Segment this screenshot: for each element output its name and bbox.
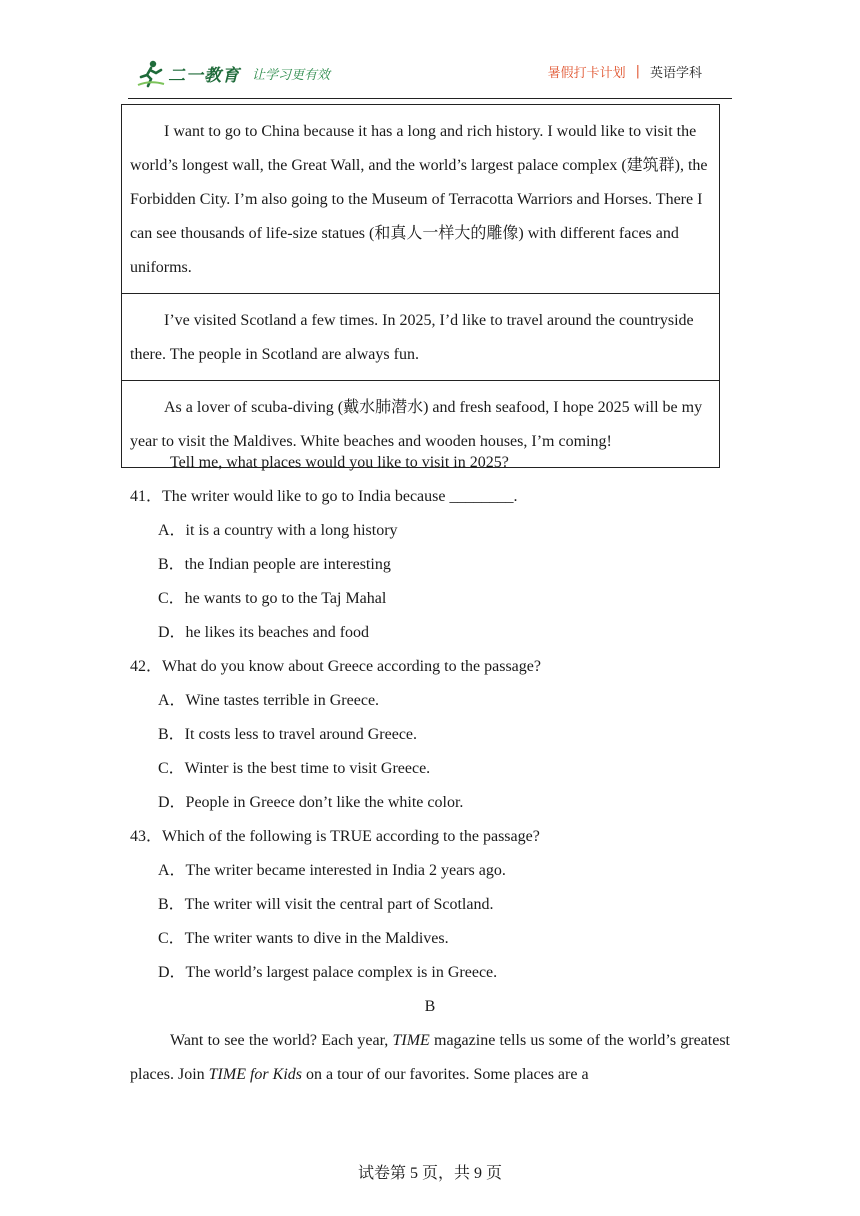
passage-box-china xyxy=(122,105,719,294)
plan-label: 暑假打卡计划 xyxy=(547,66,626,81)
option-a[interactable]: A．Wine tastes terrible in Greece. xyxy=(158,692,380,709)
closing-line: Tell me, what places would you like to visit in 2025? xyxy=(170,454,509,471)
runner-logo-icon xyxy=(136,58,166,88)
page-header xyxy=(128,56,732,99)
section-b-paragraph xyxy=(130,1024,730,1092)
question-stem: 41．The writer would like to go to India because ________. xyxy=(130,488,518,505)
page-footer: 试卷第 5 页，共 9 页 xyxy=(357,1165,502,1182)
main-content xyxy=(130,446,730,1092)
slogan: 让学习更有效 xyxy=(252,67,331,83)
option-c[interactable]: C．Winter is the best time to visit Greece. xyxy=(158,760,431,777)
para-text: magazine tells us some of the world’s greatest places. Join xyxy=(130,1032,730,1083)
option-b[interactable]: B．The writer will visit the central part of Scotland. xyxy=(158,896,494,913)
para-text: on a tour of our favorites. Some places are a xyxy=(302,1066,589,1083)
logo xyxy=(136,56,330,90)
option-a[interactable]: A．The writer became interested in India 2 years ago. xyxy=(158,862,506,879)
passage-text: As a lover of scuba-diving (戴水肺潜水) and fresh seafood, I hope 2025 will be my year to visit the Maldives. White beaches and wooden houses, I’m coming! xyxy=(130,399,703,450)
option-a[interactable]: A．it is a country with a long history xyxy=(158,522,398,539)
option-c[interactable]: C．he wants to go to the Taj Mahal xyxy=(158,590,387,607)
option-c[interactable]: C．The writer wants to dive in the Maldives. xyxy=(158,930,449,947)
logo-text: 二一教育 xyxy=(168,65,240,86)
header-right xyxy=(548,62,702,81)
para-text: Want to see the world? Each year, xyxy=(170,1032,393,1049)
magazine-name: TIME xyxy=(392,1032,430,1049)
option-b[interactable]: B．It costs less to travel around Greece. xyxy=(158,726,418,743)
passage-text: I want to go to China because it has a long and rich history. I would like to visit the world’s longest wall, the Great Wall, and the world’s largest palace complex (建筑群), the Forbidden City. I’m also going to the Museum of Terracotta Warriors and Horses. There I can see thousands of life-size statues (和真人一样大的雕像) with different faces and uniforms. xyxy=(130,123,708,276)
header-separator: | xyxy=(635,64,640,79)
option-d[interactable]: D．People in Greece don’t like the white color. xyxy=(158,794,464,811)
passage-text: I’ve visited Scotland a few times. In 2025, I’d like to travel around the countryside there. The people in Scotland are always fun. xyxy=(130,312,694,363)
kids-magazine-name: TIME for Kids xyxy=(208,1066,302,1083)
subject-label: 英语学科 xyxy=(649,66,702,81)
option-d[interactable]: D．The world’s largest palace complex is in Greece. xyxy=(158,964,498,981)
question-stem: 42．What do you know about Greece according to the passage? xyxy=(130,658,541,675)
passage-box-scotland xyxy=(122,294,719,381)
question-stem: 43．Which of the following is TRUE according to the passage? xyxy=(130,828,540,845)
option-b[interactable]: B．the Indian people are interesting xyxy=(158,556,391,573)
passage-boxes xyxy=(121,104,720,468)
option-d[interactable]: D．he likes its beaches and food xyxy=(158,624,370,641)
section-title: B xyxy=(424,998,436,1015)
